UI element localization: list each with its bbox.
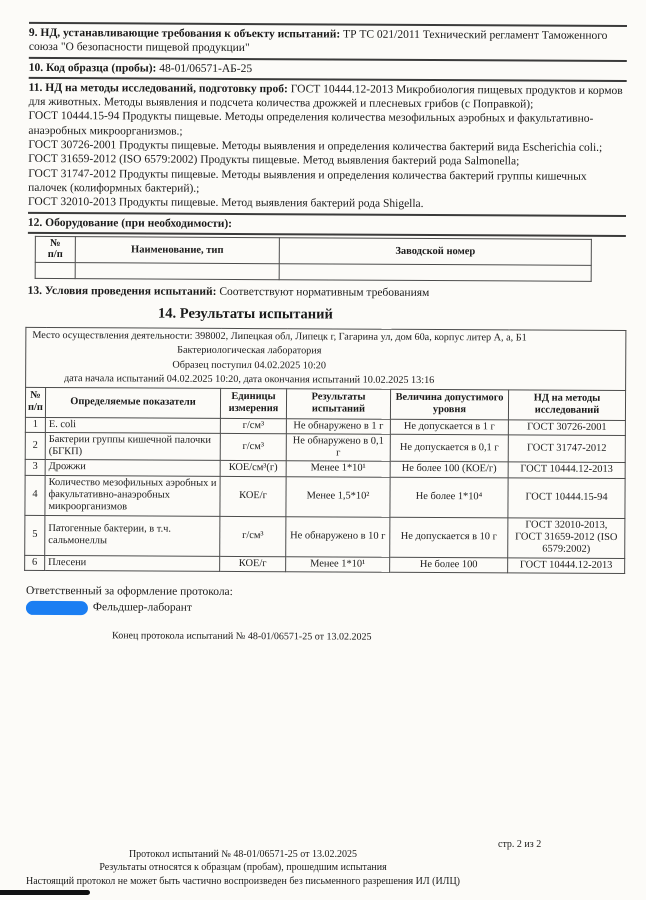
results-row	[25, 432, 625, 463]
results-header-unit: Единицы измерения	[220, 388, 286, 418]
results-header-result: Результаты испытаний	[286, 389, 390, 419]
results-cell-num: 3	[25, 460, 45, 475]
results-row	[25, 475, 625, 518]
results-cell-limit: Не более 100 (КОЕ/г)	[390, 462, 508, 478]
footer-results-line: Результаты относятся к образцам (пробам), прошедшим испытания	[99, 862, 387, 874]
results-cell-method: ГОСТ 32010-2013, ГОСТ 31659-2012 (ISO 6579:2002)	[508, 518, 625, 559]
end-of-protocol-line: Конец протокола испытаний № 48-01/06571-25 от 13.02.2025	[112, 630, 372, 643]
responsible-role: Фельдшер-лаборант	[92, 601, 193, 615]
section-13	[28, 284, 626, 301]
results-cell-limit: Не допускается в 0,1 г	[390, 434, 508, 462]
results-cell-indicator: Плесени	[45, 555, 220, 571]
results-cell-method: ГОСТ 10444.12-2013	[508, 462, 625, 478]
results-cell-limit: Не допускается в 1 г	[390, 419, 508, 435]
results-cell-method: ГОСТ 31747-2012	[508, 435, 625, 463]
equipment-empty-cell	[75, 263, 279, 280]
results-cell-unit: г/см³	[220, 418, 286, 434]
results-cell-indicator: Количество мезофильных аэробных и факультативно-анаэробных микроорганизмов	[45, 475, 220, 516]
section-9-text: ТР ТС 021/2011 Технический регламент Таможенного союза "О безопасности пищевой продукции"	[28, 28, 608, 55]
section-10	[29, 60, 627, 77]
results-header-limit: Величина допустимого уровня	[390, 389, 508, 419]
footer-protocol-line: Протокол испытаний № 48-01/06571-25 от 13.02.2025	[128, 849, 358, 860]
results-cell-unit: КОЕ/г	[220, 476, 286, 516]
results-cell-indicator: Бактерии группы кишечной палочки (БГКП)	[45, 432, 220, 461]
equipment-empty-row	[35, 262, 591, 281]
equipment-empty-cell	[35, 262, 75, 278]
results-cell-limit: Не допускается в 10 г	[390, 517, 508, 558]
results-intro-lines	[32, 329, 527, 388]
results-row	[25, 515, 625, 558]
results-title: 14. Результаты испытаний	[158, 305, 333, 323]
results-table	[24, 327, 626, 574]
test-dates: дата начала испытаний 04.02.2025 10:20, дата окончания испытаний 10.02.2025 13:16	[63, 372, 435, 386]
sample-code-value: 48-01/06571-АБ-25	[159, 62, 253, 75]
activity-location: Место осуществления деятельности: 398002, Липецкая обл, Липецк г, Гагарина ул, дом 60а, корпус литер А, а, Б1	[32, 330, 527, 344]
section-10-label: 10. Код образца (пробы):	[28, 61, 157, 75]
results-cell-limit: Не более 1*10⁴	[390, 477, 508, 518]
results-cell-num: 2	[25, 432, 45, 460]
results-header-method: НД на методы исследований	[508, 390, 625, 420]
footer-copyright-line: Настоящий протокол не может быть частично воспроизведен без письменного разрешения ИЛ (ИЛЦ)	[25, 875, 460, 887]
protocol-content	[26, 22, 627, 644]
results-cell-result: Менее 1*10¹	[286, 461, 390, 477]
page-indicator: стр. 2 из 2	[498, 839, 542, 850]
results-cell-result: Менее 1,5*10²	[286, 476, 390, 516]
results-cell-result: Не обнаружено в 0,1 г	[286, 434, 390, 462]
section-12	[28, 215, 626, 232]
results-cell-indicator: E. coli	[45, 417, 220, 433]
results-cell-indicator: Дрожжи	[45, 460, 220, 476]
equipment-empty-cell	[279, 264, 591, 282]
results-cell-method: ГОСТ 30726-2001	[508, 419, 625, 435]
results-cell-indicator: Патогенные бактерии, в т.ч. сальмонеллы	[45, 515, 220, 556]
results-cell-num: 5	[25, 515, 45, 555]
results-intro-cell	[26, 328, 626, 391]
results-intro-row	[26, 328, 626, 391]
results-header-row	[25, 387, 625, 420]
responsible-block	[26, 584, 624, 618]
equipment-header-row	[35, 236, 591, 265]
results-cell-result: Не обнаружено в 1 г	[286, 418, 390, 434]
results-header-num: № п/п	[25, 387, 45, 417]
section-11	[28, 81, 627, 213]
section-9-label: 9. НД, устанавливающие требования к объекту испытаний:	[28, 26, 341, 41]
results-cell-method: ГОСТ 10444.12-2013	[508, 557, 625, 573]
scan-artifact-strip	[0, 890, 90, 895]
results-cell-num: 1	[25, 417, 45, 432]
section-11-label: 11. НД на методы исследований, подготовку проб:	[28, 81, 288, 96]
section-13-value: Соответствуют нормативным требованиям	[219, 285, 430, 299]
results-cell-unit: г/см³	[220, 516, 286, 556]
results-cell-unit: КОЕ/г	[220, 556, 286, 572]
section-12-label: 12. Оборудование (при необходимости):	[27, 216, 233, 230]
results-cell-num: 6	[25, 555, 45, 570]
results-row	[25, 555, 625, 573]
results-cell-result: Не обнаружено в 10 г	[286, 516, 390, 556]
footer	[0, 848, 486, 888]
redacted-name	[26, 600, 88, 614]
results-cell-num: 4	[25, 475, 45, 515]
results-cell-result: Менее 1*10¹	[286, 556, 390, 572]
responsible-signature-row	[26, 600, 624, 618]
sample-received: Образец поступил 04.02.2025 10:20	[172, 359, 327, 372]
results-cell-limit: Не более 100	[390, 557, 508, 573]
results-header-indicator: Определяемые показатели	[45, 387, 220, 418]
results-cell-unit: КОЕ/см³(г)	[220, 461, 286, 477]
section-9	[29, 26, 627, 58]
equipment-header-name: Наименование, тип	[75, 237, 279, 264]
equipment-table	[35, 236, 592, 282]
equipment-header-serial: Заводской номер	[279, 238, 591, 266]
results-cell-method: ГОСТ 10444.15-94	[508, 478, 625, 519]
results-cell-unit: г/см³	[220, 433, 286, 461]
equipment-header-num: № п/п	[35, 236, 75, 262]
laboratory-name: Бактериологическая лаборатория	[177, 345, 322, 357]
section-11-text: ГОСТ 10444.12-2013 Микробиология пищевых продуктов и кормов для животных. Методы выявления и подсчета количества дрожжей и плесневых грибов (с Поправкой); ГОСТ 10444.15-94 Продукты пищевые. Методы определения количества мезофильных аэробных и факультативно-анаэробных микроорганизмов.; ГОСТ 30726-2001 Продукты пищевые. Методы выявления и определения количества бактерий вида Escherichia coli.; ГОСТ 31659-2012 (ISO 6579:2002) Продукты пищевые. Метод выявления бактерий рода Salmonella; ГОСТ 31747-2012 Продукты пищевые. Методы выявления и определения количества бактерий группы кишечных палочек (колиформных бактерий).; ГОСТ 32010-2013 Продукты пищевые. Метод выявления бактерий рода Shigella.	[28, 83, 623, 211]
section-13-label: 13. Условия проведения испытаний:	[27, 284, 217, 298]
responsible-label: Ответственный за оформление протокола:	[25, 584, 233, 598]
